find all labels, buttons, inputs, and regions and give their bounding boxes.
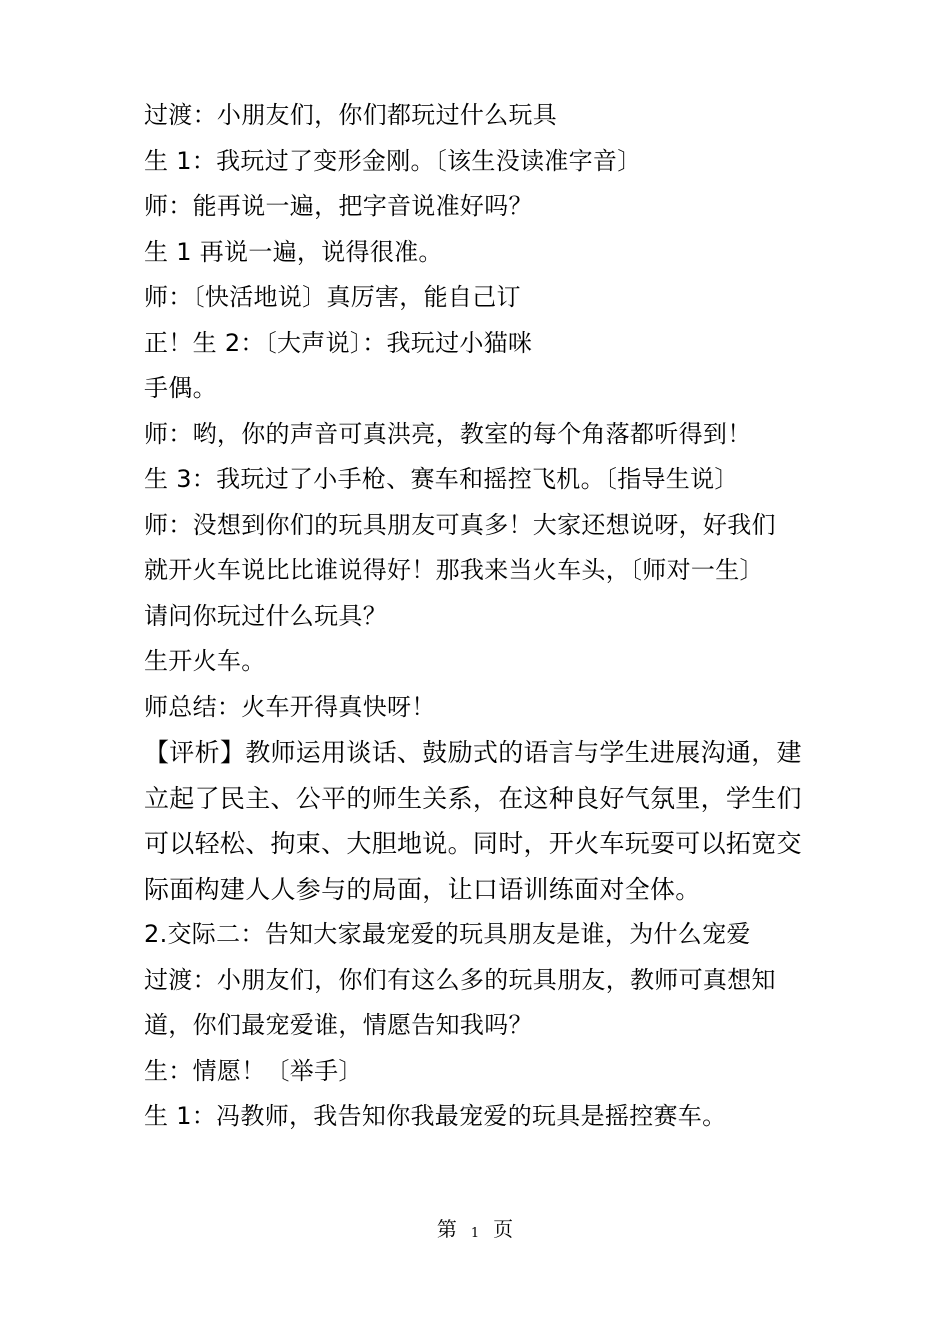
text-line: 道，你们最宠爱谁，情愿告知我吗？: [144, 1011, 533, 1039]
text-line: 师总结：火车开得真快呀！: [144, 692, 436, 721]
text-line: 师：哟，你的声音可真洪亮，教室的每个角落都听得到！: [144, 419, 752, 448]
text-line: 正！生 2：〔大声说〕：我玩过小猫咪: [144, 328, 533, 357]
text-line: 过渡：小朋友们，你们有这么多的玩具朋友，教师可真想知: [144, 965, 776, 994]
analysis-line: 【评析】教师运用谈话、鼓励式的语言与学生进展沟通，建: [144, 738, 802, 767]
page-number: 1: [470, 1226, 480, 1241]
text-line: 过渡：小朋友们，你们都玩过什么玩具: [144, 101, 558, 129]
text-line: 就开火车说比比谁说得好！那我来当火车头，〔师对一生〕: [144, 556, 764, 584]
analysis-line: 立起了民主、公平的师生关系，在这种良好气氛里，学生们: [144, 783, 802, 813]
analysis-line: 可以轻松、拘束、大胆地说。同时，开火车玩耍可以拓宽交: [144, 829, 802, 858]
document-body: [144, 93, 824, 1140]
text-line: 请问你玩过什么玩具？: [144, 601, 387, 630]
text-line: 生 3：我玩过了小手枪、赛车和摇控飞机。〔指导生说〕: [144, 465, 739, 493]
page-footer: [0, 1213, 950, 1249]
text-line: 生 1：我玩过了变形金刚。〔该生没读准字音〕: [144, 146, 642, 175]
footer-prefix: 第: [436, 1217, 457, 1241]
text-line: 手偶。: [144, 374, 217, 402]
text-line: 生开火车。: [144, 647, 266, 675]
footer-suffix: 页: [493, 1217, 514, 1241]
analysis-line: 际面构建人人参与的局面，让口语训练面对全体。: [144, 874, 701, 904]
text-line: 生 1：冯教师，我告知你我最宠爱的玩具是摇控赛车。: [144, 1102, 727, 1130]
text-line: 生 1 再说一遍，说得很准。: [144, 237, 443, 266]
text-line: 师：能再说一遍，把字音说准好吗？: [144, 192, 533, 220]
section-heading: 2.交际二：告知大家最宠爱的玩具朋友是谁，为什么宠爱: [144, 920, 751, 948]
text-line: 师：〔快活地说〕真厉害，能自己订: [144, 283, 521, 311]
text-line: 生：情愿！〔举手〕: [144, 1056, 363, 1085]
text-line: 师：没想到你们的玩具朋友可真多！大家还想说呀，好我们: [144, 510, 776, 539]
